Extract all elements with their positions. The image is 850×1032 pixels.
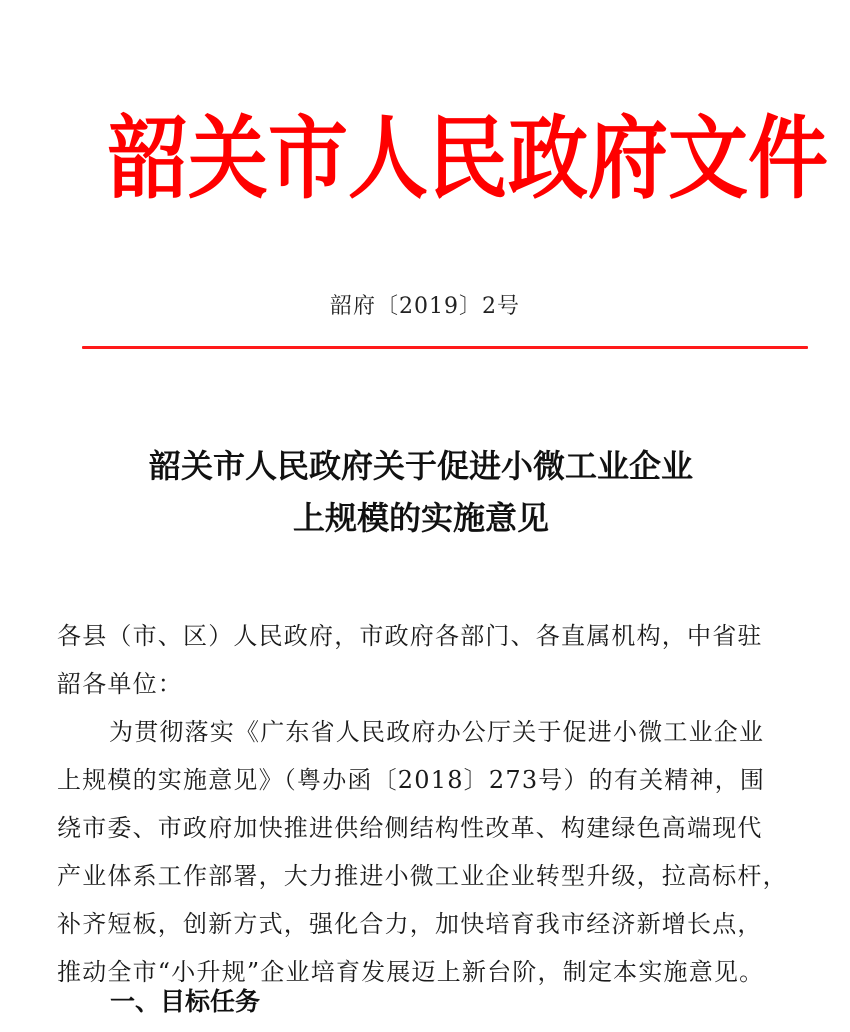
- paragraph-line: 推动全市“小升规”企业培育发展迈上新台阶，制定本实施意见。: [57, 958, 765, 986]
- document-number: 韶府〔2019〕2号: [330, 294, 520, 319]
- paragraph-line: 上规模的实施意见》（粤办函〔2018〕273号）的有关精神，围: [57, 766, 766, 794]
- paragraph-line: 绕市委、市政府加快推进供给侧结构性改革、构建绿色高端现代: [57, 814, 763, 842]
- masthead-char: 府: [588, 105, 668, 211]
- red-divider-rule: [82, 346, 808, 349]
- document-body: [57, 612, 797, 996]
- masthead-char: 文: [668, 105, 748, 211]
- masthead-char: 民: [428, 105, 508, 211]
- section-heading: 一、目标任务: [110, 987, 261, 1016]
- masthead-char: 件: [748, 105, 828, 211]
- paragraph-line: 产业体系工作部署，大力推进小微工业企业转型升级，拉高标杆，: [57, 862, 788, 890]
- document-title: [0, 440, 850, 544]
- title-line-1: 韶关市人民政府关于促进小微工业企业: [148, 447, 693, 485]
- masthead-char: 市: [268, 105, 348, 211]
- masthead-char: 关: [188, 105, 268, 211]
- paragraph-line: 为贯彻落实《广东省人民政府办公厅关于促进小微工业企业: [109, 718, 765, 746]
- document-masthead: [108, 105, 828, 211]
- title-line-2: 上规模的实施意见: [292, 499, 549, 537]
- masthead-char: 人: [348, 105, 428, 211]
- addressee-line-1: 各县（市、区）人民政府，市政府各部门、各直属机构，中省驻: [57, 622, 763, 650]
- masthead-char: 政: [508, 105, 588, 211]
- masthead-char: 韶: [108, 105, 188, 211]
- addressee-line-2: 韶各单位：: [57, 670, 183, 698]
- paragraph-line: 补齐短板，创新方式，强化合力，加快培育我市经济新增长点，: [57, 910, 763, 938]
